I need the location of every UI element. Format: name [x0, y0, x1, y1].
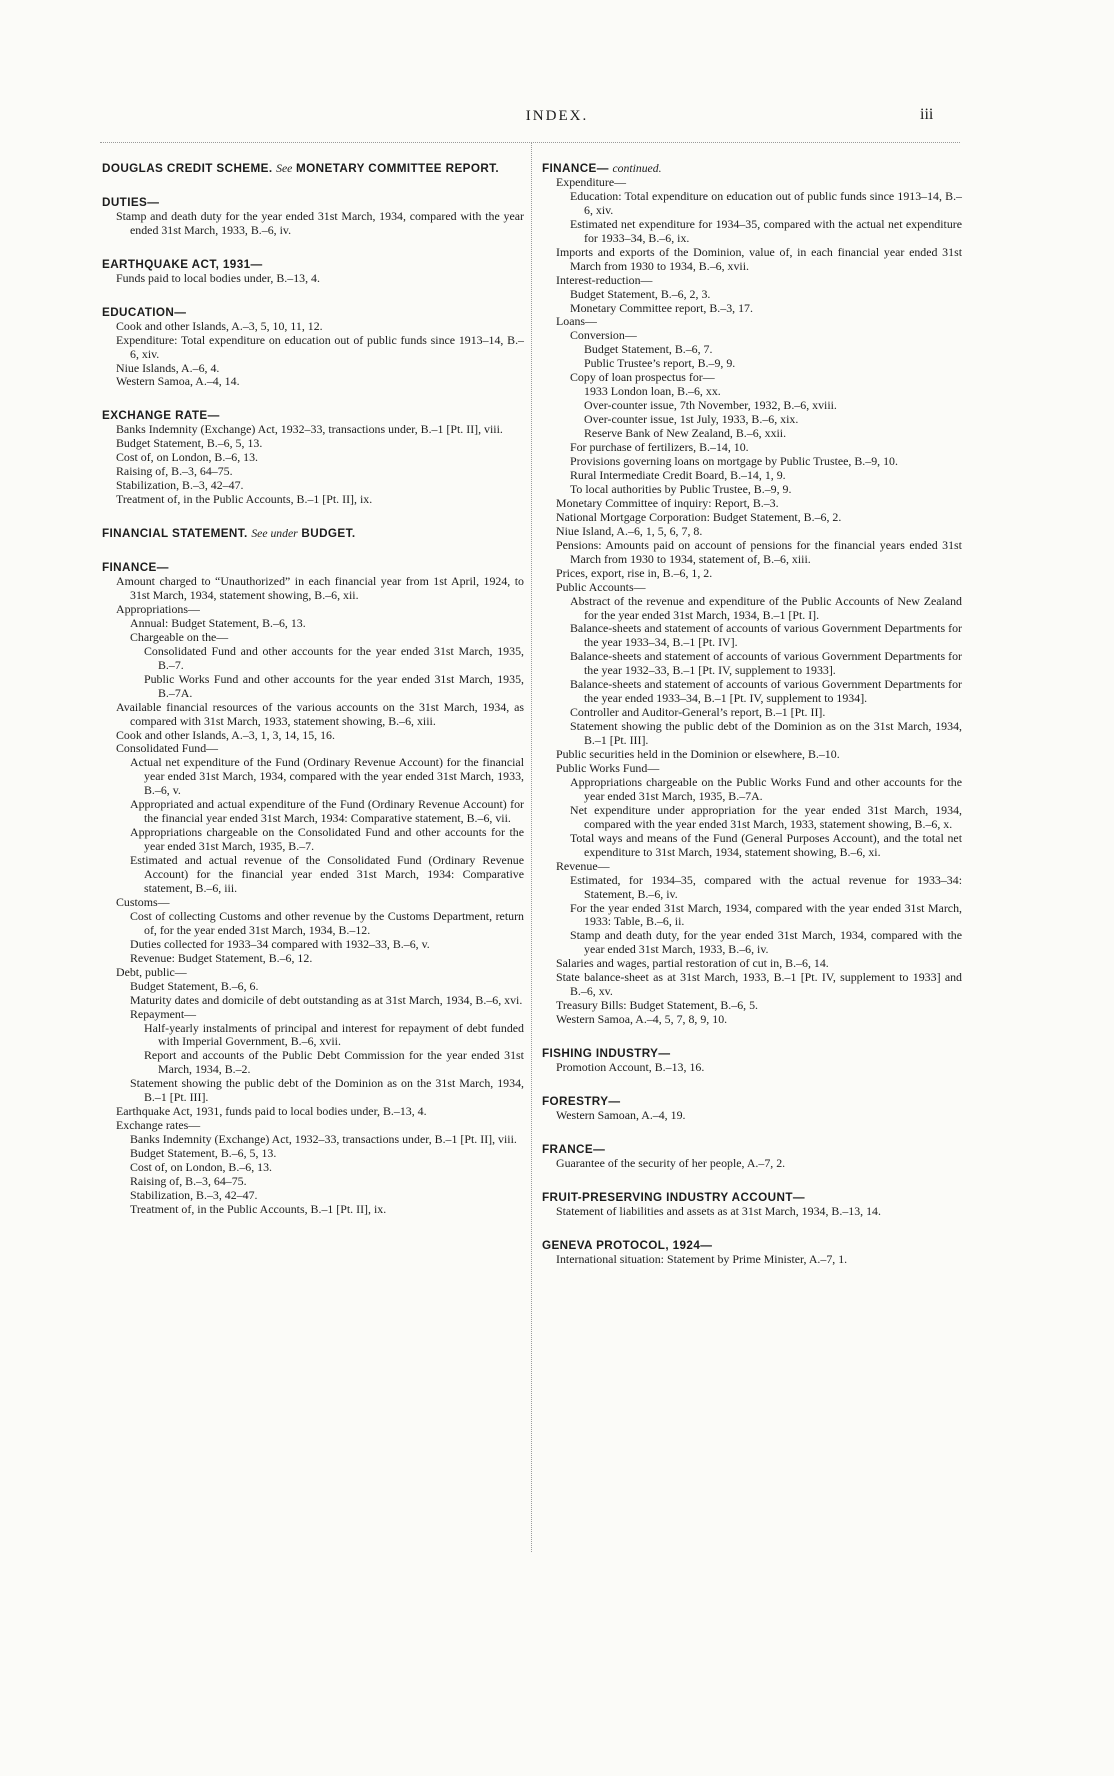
index-entry: [542, 1205, 962, 1219]
index-entry: [102, 701, 524, 729]
entry-text: Cook and other Islands, A.–3, 1, 3, 14, 15, 16.: [116, 727, 335, 742]
entry-text: Exchange rates—: [116, 1118, 201, 1133]
index-entry: [102, 1175, 524, 1189]
entry-text: Earthquake Act, 1931, funds paid to local bodies under, B.–13, 4.: [116, 1104, 427, 1119]
entry-text: Over-counter issue, 7th November, 1932, B.–6, xviii.: [584, 398, 837, 413]
entry-text: Abstract of the revenue and expenditure of the Public Accounts of New Zealand for the year ended 31st March, 1934, B.–1 [Pt. I].: [570, 593, 962, 622]
entry-text: To local authorities by Public Trustee, B.–9, 9.: [570, 481, 792, 496]
page-number: iii: [920, 106, 934, 123]
index-entry: [102, 1008, 524, 1022]
heading-text: EXCHANGE RATE—: [102, 409, 220, 423]
entry-text: Stamp and death duty, for the year ended 31st March, 1934, compared with the year ended 31st March, 1933, B.–6, iv.: [570, 928, 962, 957]
index-entry: [102, 1119, 524, 1133]
heading-text: FORESTRY—: [542, 1095, 621, 1108]
index-entry: [102, 729, 524, 743]
index-entry: [542, 776, 962, 804]
index-entry: [542, 595, 962, 623]
see-reference: continued.: [612, 162, 662, 175]
index-entry: [542, 413, 962, 427]
index-entry: [542, 385, 962, 399]
entry-text: Appropriations—: [116, 601, 200, 616]
index-entry: [102, 631, 524, 645]
entry-text: Niue Islands, A.–6, 4.: [116, 360, 220, 375]
entry-text: Provisions governing loans on mortgage by Public Trustee, B.–9, 10.: [570, 454, 898, 469]
entry-text: For the year ended 31st March, 1934, compared with the year ended 31st March, 1933: Table, B.–6, ii.: [570, 900, 962, 929]
index-heading: [542, 1095, 962, 1109]
running-header: [0, 104, 1114, 128]
left-column: [102, 162, 524, 1217]
index-entry: [102, 272, 524, 286]
entry-text: Repayment—: [130, 1006, 197, 1021]
index-entry: [102, 493, 524, 507]
index-entry: [542, 427, 962, 441]
index-entry: [102, 994, 524, 1008]
right-column: [542, 162, 962, 1267]
entry-text: Public Accounts—: [556, 579, 646, 594]
entry-text: Monetary Committee of inquiry: Report, B.–3.: [556, 495, 779, 510]
entry-text: Education: Total expenditure on education out of public funds since 1913–14, B.–6, xiv.: [570, 188, 962, 217]
entry-text: 1933 London loan, B.–6, xx.: [584, 384, 721, 399]
entry-text: Western Samoan, A.–4, 19.: [556, 1107, 686, 1122]
entry-text: Conversion—: [570, 328, 637, 343]
index-heading: [102, 561, 524, 575]
index-entry: [542, 315, 962, 329]
index-entry: [102, 910, 524, 938]
index-entry: [542, 525, 962, 539]
entry-text: Reserve Bank of New Zealand, B.–6, xxii.: [584, 426, 787, 441]
index-heading: [542, 1143, 962, 1157]
entry-text: Amount charged to “Unauthorized” in each financial year from 1st April, 1924, to 31st March, 1934, statement showing, B.–6, xii.: [116, 574, 524, 602]
entry-text: Banks Indemnity (Exchange) Act, 1932–33, transactions under, B.–1 [Pt. II], viii.: [130, 1132, 517, 1147]
heading-text: FINANCIAL STATEMENT.: [102, 527, 248, 541]
entry-text: Revenue—: [556, 858, 610, 873]
entry-text: Promotion Account, B.–13, 16.: [556, 1060, 705, 1075]
index-entry: [102, 1049, 524, 1077]
index-entry: [542, 902, 962, 930]
index-entry: [102, 1077, 524, 1105]
entry-text: Available financial resources of the various accounts on the 31st March, 1934, as compared with 31st March, 1933, statement showing, B.–6, xiii.: [116, 699, 524, 728]
heading-text: FRUIT-PRESERVING INDUSTRY ACCOUNT—: [542, 1190, 805, 1204]
entry-text: Public Works Fund—: [556, 760, 660, 775]
index-entry: [102, 980, 524, 994]
entry-text: Appropriations chargeable on the Public Works Fund and other accounts for the year ended 31st March, 1935, B.–7A.: [570, 774, 962, 803]
entry-text: Maturity dates and domicile of debt outstanding as at 31st March, 1934, B.–6, xvi.: [130, 992, 523, 1007]
index-entry: [542, 343, 962, 357]
heading-text: EARTHQUAKE ACT, 1931—: [102, 257, 263, 271]
index-entry: [542, 1061, 962, 1075]
index-entry: [542, 469, 962, 483]
entry-text: Western Samoa, A.–4, 5, 7, 8, 9, 10.: [556, 1012, 728, 1027]
index-entry: [542, 288, 962, 302]
entry-text: Half-yearly instalments of principal and interest for repayment of debt funded with Imperial Government, B.–6, xvii.: [144, 1020, 524, 1049]
entry-text: Stabilization, B.–3, 42–47.: [130, 1187, 258, 1202]
entry-text: For purchase of fertilizers, B.–14, 10.: [570, 440, 749, 455]
heading-text: EDUCATION—: [102, 305, 187, 319]
index-heading: [542, 162, 962, 176]
heading-text: FINANCE—: [542, 162, 609, 175]
entry-text: Treasury Bills: Budget Statement, B.–6, 5.: [556, 998, 759, 1013]
entry-text: Statement showing the public debt of the Dominion as on the 31st March, 1934, B.–1 [Pt. III].: [570, 719, 962, 748]
index-entry: [102, 423, 524, 437]
column-divider: [531, 142, 532, 1552]
entry-text: Revenue: Budget Statement, B.–6, 12.: [130, 950, 313, 965]
heading-text: FINANCE—: [102, 561, 169, 575]
index-heading: [542, 1191, 962, 1205]
entry-text: Statement of liabilities and assets as at 31st March, 1934, B.–13, 14.: [556, 1203, 881, 1218]
index-entry: [542, 329, 962, 343]
entry-text: Total ways and means of the Fund (General Purposes Account), and the total net expenditure to 31st March, 1934, statement showing, B.–6, xi.: [570, 830, 962, 859]
entry-text: Consolidated Fund and other accounts for the year ended 31st March, 1935, B.–7.: [144, 643, 524, 672]
entry-text: Copy of loan prospectus for—: [570, 370, 715, 385]
index-entry: [542, 581, 962, 595]
heading-text: FISHING INDUSTRY—: [542, 1047, 671, 1061]
entry-text: Banks Indemnity (Exchange) Act, 1932–33, transactions under, B.–1 [Pt. II], viii.: [116, 422, 503, 437]
entry-text: Public Trustee’s report, B.–9, 9.: [584, 356, 736, 371]
entry-text: Guarantee of the security of her people, A.–7, 2.: [556, 1155, 786, 1170]
index-entry: [102, 451, 524, 465]
entry-text: Cook and other Islands, A.–3, 5, 10, 11, 12.: [116, 318, 323, 333]
index-entry: [102, 1105, 524, 1119]
entry-text: Cost of collecting Customs and other revenue by the Customs Department, return of, for the year ended 31st March, 1934, B.–12.: [130, 908, 524, 937]
index-entry: [542, 762, 962, 776]
index-heading: [542, 1047, 962, 1061]
index-entry: [102, 854, 524, 896]
entry-text: Annual: Budget Statement, B.–6, 13.: [130, 615, 306, 630]
index-entry: [542, 399, 962, 413]
index-entry: [542, 511, 962, 525]
index-entry: [542, 218, 962, 246]
index-entry: [102, 465, 524, 479]
index-heading: [102, 306, 524, 320]
entry-text: State balance-sheet as at 31st March, 1933, B.–1 [Pt. IV, supplement to 1933] and B.–6, xv.: [556, 970, 962, 999]
index-entry: [542, 678, 962, 706]
entry-text: Budget Statement, B.–6, 5, 13.: [116, 436, 263, 451]
index-heading: [102, 162, 524, 176]
entry-text: Imports and exports of the Dominion, value of, in each financial year ended 31st March from 1930 to 1934, B.–6, xvii.: [556, 244, 962, 273]
index-entry: [102, 1133, 524, 1147]
entry-text: Public Works Fund and other accounts for the year ended 31st March, 1935, B.–7A.: [144, 671, 524, 700]
heading-text: DUTIES—: [102, 195, 160, 209]
entry-text: Estimated and actual revenue of the Consolidated Fund (Ordinary Revenue Account) for the financial year ended 31st March, 1934: Comparative statement, B.–6, iii.: [130, 853, 524, 895]
index-entry: [542, 874, 962, 902]
entry-text: Controller and Auditor-General’s report, B.–1 [Pt. II].: [570, 705, 826, 720]
index-entry: [102, 826, 524, 854]
index-entry: [102, 645, 524, 673]
entry-text: Niue Island, A.–6, 1, 5, 6, 7, 8.: [556, 523, 703, 538]
index-entry: [542, 176, 962, 190]
entry-text: Public securities held in the Dominion or elsewhere, B.–10.: [556, 747, 840, 762]
index-entry: [102, 1022, 524, 1050]
index-entry: [542, 455, 962, 469]
entry-text: Prices, export, rise in, B.–6, 1, 2.: [556, 565, 713, 580]
index-entry: [102, 375, 524, 389]
entry-text: Treatment of, in the Public Accounts, B.–1 [Pt. II], ix.: [116, 492, 373, 507]
entry-text: Budget Statement, B.–6, 6.: [130, 978, 259, 993]
index-entry: [102, 798, 524, 826]
index-entry: [542, 539, 962, 567]
entry-text: Balance-sheets and statement of accounts of various Government Departments for the year 1932–33, B.–1 [Pt. IV, supplement to 1933].: [570, 649, 962, 678]
entry-text: Interest-reduction—: [556, 272, 653, 287]
index-entry: [542, 706, 962, 720]
index-entry: [102, 334, 524, 362]
entry-text: Funds paid to local bodies under, B.–13, 4.: [116, 270, 320, 285]
index-entry: [542, 497, 962, 511]
entry-text: Actual net expenditure of the Fund (Ordinary Revenue Account) for the financial year ended 31st March, 1934, compared with the year ended 31st March, 1933, B.–6, v.: [130, 755, 524, 798]
cross-reference: BUDGET.: [301, 527, 356, 541]
index-entry: [542, 357, 962, 371]
entry-text: Stabilization, B.–3, 42–47.: [116, 478, 244, 493]
entry-text: Consolidated Fund—: [116, 741, 219, 756]
heading-text: GENEVA PROTOCOL, 1924—: [542, 1238, 713, 1252]
index-entry: [542, 1109, 962, 1123]
index-entry: [542, 622, 962, 650]
entry-text: Balance-sheets and statement of accounts of various Government Departments for the year ended 1933–34, B.–1 [Pt. IV, supplement to 1934].: [570, 677, 962, 706]
entry-text: Over-counter issue, 1st July, 1933, B.–6, xix.: [584, 412, 799, 427]
index-heading: [102, 196, 524, 210]
entry-text: Raising of, B.–3, 64–75.: [130, 1174, 247, 1188]
index-entry: [102, 673, 524, 701]
index-entry: [102, 952, 524, 966]
entry-text: Appropriated and actual expenditure of the Fund (Ordinary Revenue Account) for the financial year ended 31st March, 1934: Comparative statement, B.–6, vii.: [130, 797, 524, 826]
index-entry: [542, 804, 962, 832]
index-entry: [542, 860, 962, 874]
entry-text: Duties collected for 1933–34 compared with 1932–33, B.–6, v.: [130, 936, 430, 951]
index-entry: [542, 999, 962, 1013]
entry-text: Rural Intermediate Credit Board, B.–14, 1, 9.: [570, 467, 786, 482]
index-entry: [542, 720, 962, 748]
entry-text: Budget Statement, B.–6, 5, 13.: [130, 1146, 277, 1161]
index-entry: [102, 210, 524, 238]
entry-text: Report and accounts of the Public Debt Commission for the year ended 31st March, 1934, B.–2.: [144, 1048, 524, 1077]
entry-text: Debt, public—: [116, 964, 187, 979]
index-entry: [102, 1161, 524, 1175]
index-entry: [102, 1189, 524, 1203]
entry-text: Statement showing the public debt of the Dominion as on the 31st March, 1934, B.–1 [Pt. III].: [130, 1076, 524, 1105]
entry-text: Net expenditure under appropriation for the year ended 31st March, 1934, compared with the year ended 31st March, 1933, statement showing, B.–6, x.: [570, 802, 962, 831]
index-entry: [102, 938, 524, 952]
entry-text: Cost of, on London, B.–6, 13.: [116, 450, 259, 465]
index-entry: [102, 362, 524, 376]
entry-text: Estimated, for 1934–35, compared with the actual revenue for 1933–34: Statement, B.–6, iv.: [570, 872, 962, 901]
entry-text: Budget Statement, B.–6, 2, 3.: [570, 286, 711, 301]
index-entry: [542, 971, 962, 999]
header-rule: [100, 142, 960, 143]
index-entry: [542, 246, 962, 274]
index-entry: [102, 896, 524, 910]
index-entry: [102, 603, 524, 617]
index-entry: [102, 1203, 524, 1217]
index-entry: [542, 748, 962, 762]
index-entry: [102, 617, 524, 631]
index-entry: [102, 742, 524, 756]
entry-text: Pensions: Amounts paid on account of pensions for the financial years ended 31st March from 1930 to 1934, statement of, B.–6, xiii.: [556, 537, 962, 566]
entry-text: Western Samoa, A.–4, 14.: [116, 374, 240, 389]
cross-reference: MONETARY COMMITTEE REPORT.: [296, 162, 500, 175]
index-entry: [102, 966, 524, 980]
index-heading: [102, 258, 524, 272]
entry-text: Cost of, on London, B.–6, 13.: [130, 1160, 273, 1175]
index-entry: [542, 957, 962, 971]
see-reference: See under: [251, 527, 298, 541]
entry-text: Balance-sheets and statement of accounts of various Government Departments for the year 1933–34, B.–1 [Pt. IV].: [570, 621, 962, 650]
index-entry: [542, 274, 962, 288]
entry-text: Chargeable on the—: [130, 629, 229, 644]
header-title: INDEX.: [525, 108, 589, 124]
index-entry: [542, 441, 962, 455]
index-entry: [542, 302, 962, 316]
index-entry: [102, 479, 524, 493]
index-entry: [542, 832, 962, 860]
index-entry: [542, 483, 962, 497]
entry-text: Raising of, B.–3, 64–75.: [116, 464, 233, 479]
index-entry: [102, 320, 524, 334]
entry-text: Estimated net expenditure for 1934–35, compared with the actual net expenditure for 1933–34, B.–6, ix.: [570, 216, 962, 245]
entry-text: Monetary Committee report, B.–3, 17.: [570, 300, 753, 315]
index-entry: [542, 650, 962, 678]
index-entry: [102, 437, 524, 451]
index-entry: [102, 756, 524, 798]
index-entry: [542, 567, 962, 581]
index-entry: [102, 575, 524, 603]
entry-text: Loans—: [556, 314, 597, 329]
entry-text: International situation: Statement by Prime Minister, A.–7, 1.: [556, 1251, 848, 1266]
index-heading: [542, 1239, 962, 1253]
entry-text: Budget Statement, B.–6, 7.: [584, 342, 713, 357]
index-entry: [542, 1253, 962, 1267]
index-entry: [542, 1157, 962, 1171]
entry-text: Customs—: [116, 894, 170, 909]
index-entry: [542, 371, 962, 385]
entry-text: National Mortgage Corporation: Budget Statement, B.–6, 2.: [556, 509, 842, 524]
index-heading: [102, 527, 524, 541]
heading-text: DOUGLAS CREDIT SCHEME.: [102, 162, 273, 175]
entry-text: Appropriations chargeable on the Consolidated Fund and other accounts for the year ended 31st March, 1935, B.–7.: [130, 825, 524, 854]
index-entry: [542, 1013, 962, 1027]
entry-text: Expenditure—: [556, 174, 627, 189]
index-entry: [102, 1147, 524, 1161]
heading-text: FRANCE—: [542, 1142, 606, 1156]
entry-text: Stamp and death duty for the year ended 31st March, 1934, compared with the year ended 31st March, 1933, B.–6, iv.: [116, 208, 524, 237]
entry-text: Treatment of, in the Public Accounts, B.–1 [Pt. II], ix.: [130, 1201, 387, 1216]
index-entry: [542, 929, 962, 957]
index-entry: [542, 190, 962, 218]
entry-text: Expenditure: Total expenditure on education out of public funds since 1913–14, B.–6, xiv.: [116, 332, 524, 361]
entry-text: Salaries and wages, partial restoration of cut in, B.–6, 14.: [556, 956, 829, 971]
see-reference: See: [276, 162, 293, 175]
index-heading: [102, 409, 524, 423]
